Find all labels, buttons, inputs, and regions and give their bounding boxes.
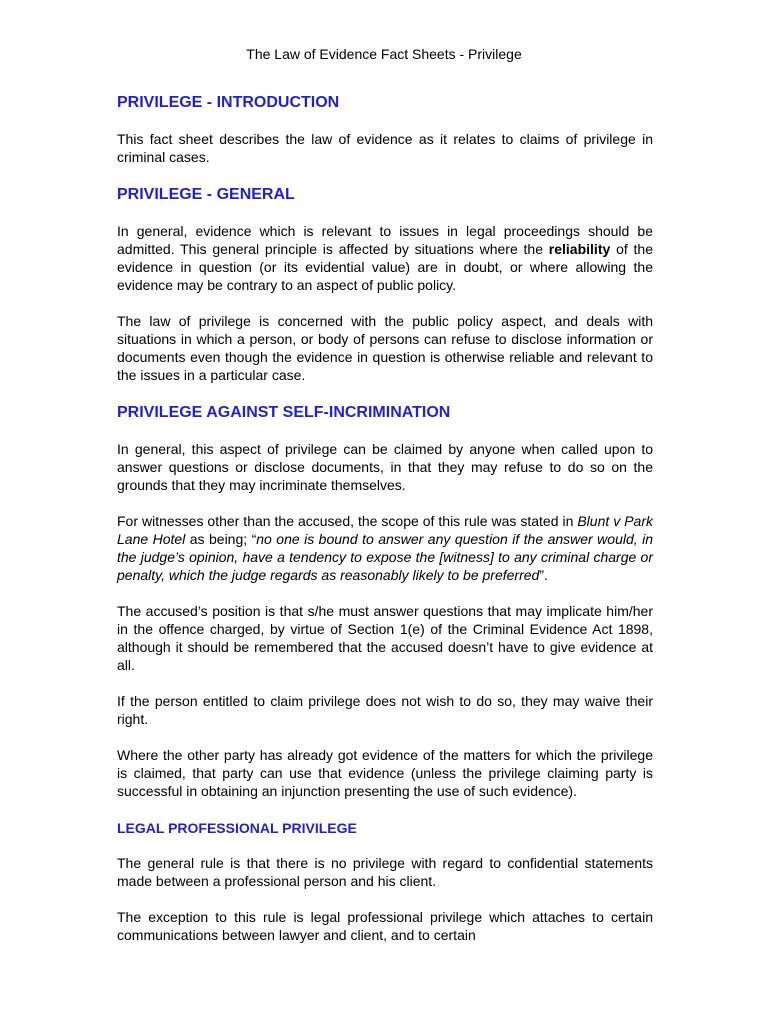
paragraph-self-incrimination-3: The accused’s position is that s/he must answer questions that may implicate him/her in the offence charged, by virtue of Section 1(e) of the Criminal Evidence Act 1898, although it should be remembered that the accused doesn’t have to give evidence at all. [117,603,653,673]
paragraph-self-incrimination-1: In general, this aspect of privilege can be claimed by anyone when called upon to answer questions or disclose documents, in that they may refuse to do so on the grounds that they may incriminate themselves. [117,441,653,493]
paragraph-general-1 [117,222,653,294]
paragraph-self-incrimination-4: If the person entitled to claim privilege does not wish to do so, they may waive their right. [117,693,653,727]
heading-legal-professional-privilege: LEGAL PROFESSIONAL PRIVILEGE [117,820,357,836]
text-run: of the evidence in question (or its evidential value) are in doubt, or where allowing the evidence may be contrary to an aspect of public policy. [117,241,653,293]
document-body [117,93,653,944]
heading-general: PRIVILEGE - GENERAL [117,186,295,203]
text-run: For witnesses other than the accused, the scope of this rule was stated in [117,513,578,529]
running-header: The Law of Evidence Fact Sheets - Privilege [246,46,522,62]
text-run: as being; “ [185,531,257,547]
case-citation: Blunt v Park Lane Hotel [117,513,653,547]
paragraph-general-2: The law of privilege is concerned with the public policy aspect, and deals with situations in which a person, or body of persons can refuse to disclose information or documents even though the evidence in question is otherwise reliable and relevant to the issues in a particular case. [117,313,653,383]
heading-self-incrimination: PRIVILEGE AGAINST SELF-INCRIMINATION [117,404,451,421]
paragraph-self-incrimination-5: Where the other party has already got evidence of the matters for which the privilege is claimed, that party can use that evidence (unless the privilege claiming party is successful in obtaining an injunction presenting the use of such evidence). [117,747,653,799]
quoted-rule: no one is bound to answer any question if the answer would, in the judge’s opinion, have a tendency to expose the [witness] to any criminal charge or penalty, which the judge regards as reasonably likely to be preferred [117,531,654,583]
bold-term-reliability: reliability [548,241,611,257]
text-run: ”. [539,567,548,583]
paragraph-self-incrimination-2 [117,512,653,584]
paragraph-legal-professional-1: The general rule is that there is no privilege with regard to confidential statements made between a professional person and his client. [117,855,653,889]
heading-introduction: PRIVILEGE - INTRODUCTION [117,94,340,111]
paragraph-legal-professional-2: The exception to this rule is legal professional privilege which attaches to certain communications between lawyer and client, and to certain [117,909,653,943]
text-run: In general, evidence which is relevant to issues in legal proceedings should be admitted. This general principle is affected by situations where the [117,223,653,257]
paragraph-introduction: This fact sheet describes the law of evidence as it relates to claims of privilege in criminal cases. [117,131,653,165]
